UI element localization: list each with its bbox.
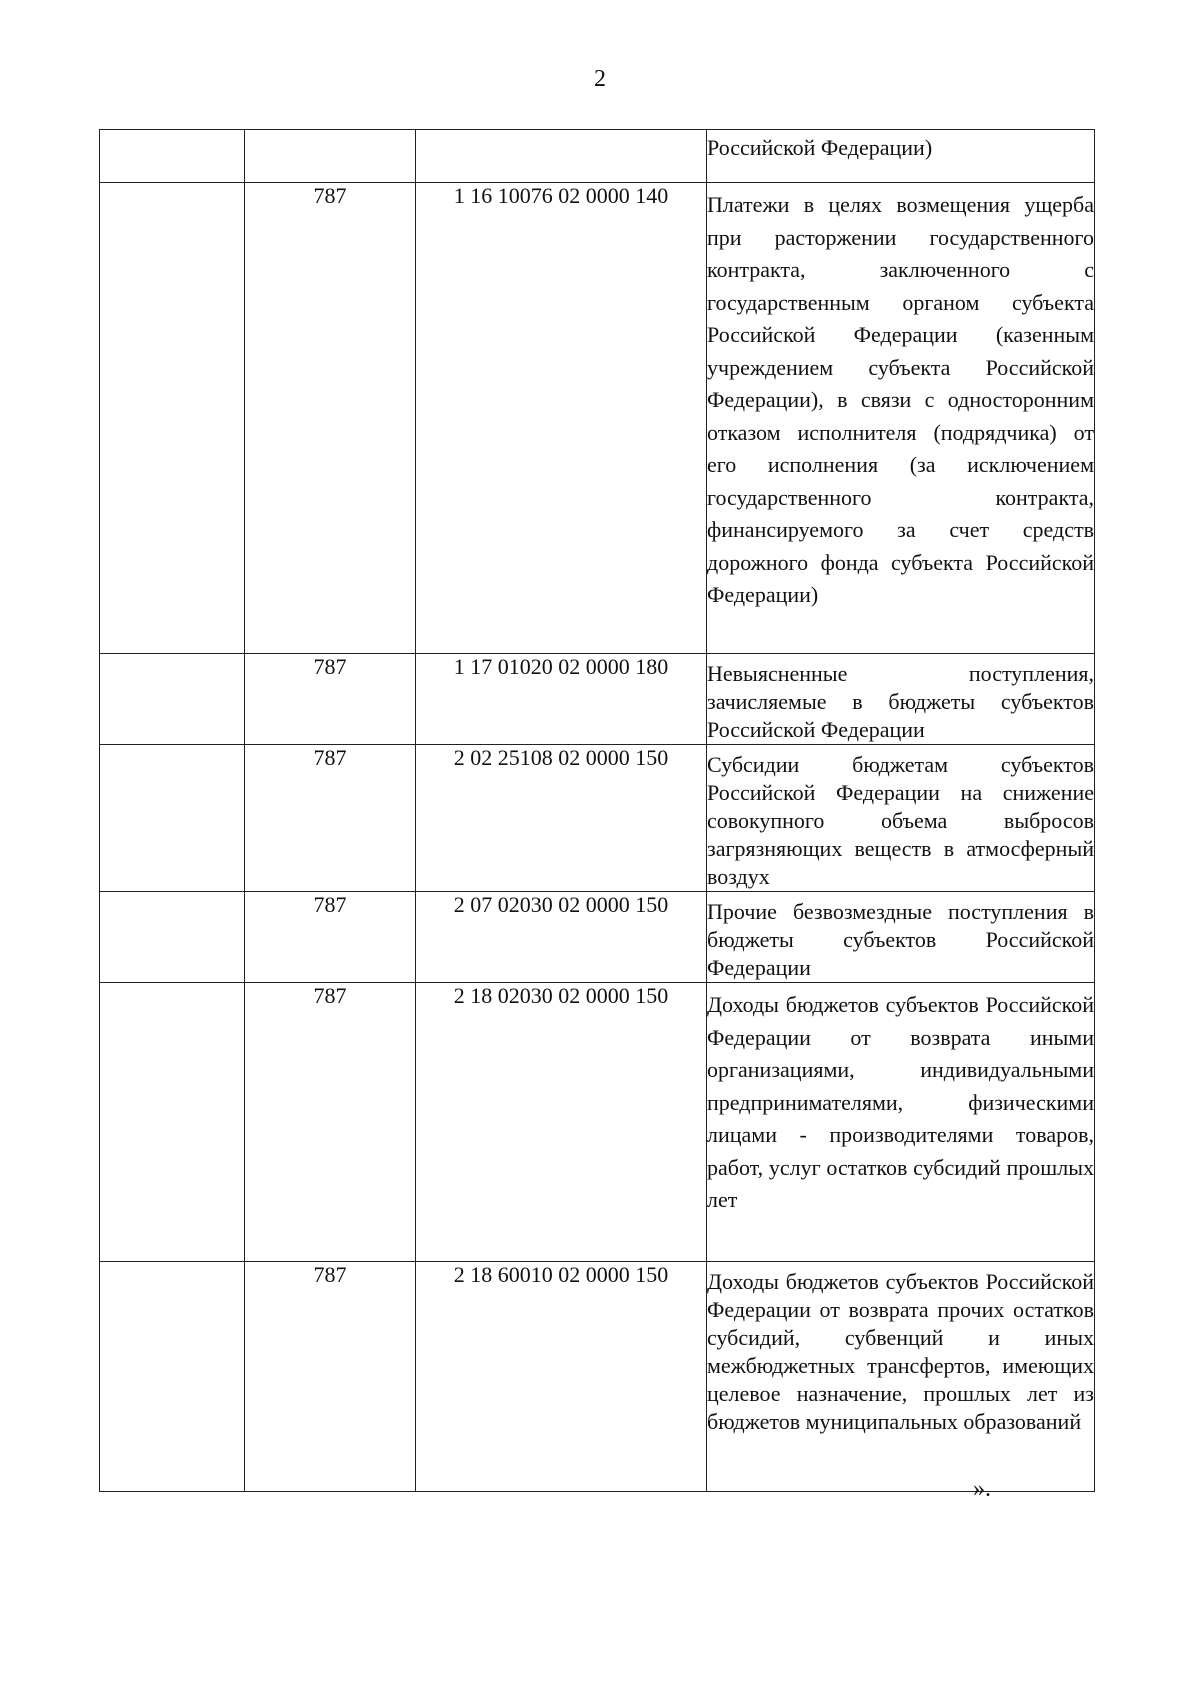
admin-code-cell: 787 [245, 745, 416, 892]
description-cell [707, 130, 1095, 183]
empty-cell [100, 1262, 245, 1492]
description-text: Платежи в целях возмещения ущерба при расторжении государственного контракта, заключенного с государственным органом субъекта Российской Федерации (казенным учреждением субъекта Российской Федерации), в связи с односторонним отказом исполнителя (подрядчика) от его исполнения (за исключением государственного контракта, финансируемого за счет средств дорожного фонда субъекта Российской Федерации) [707, 192, 1094, 607]
revenue-codes-table [99, 129, 1095, 1492]
description-cell [707, 1262, 1095, 1492]
description-cell [707, 983, 1095, 1262]
empty-cell [100, 130, 245, 183]
description-cell [707, 745, 1095, 892]
empty-cell [100, 983, 245, 1262]
revenue-code-cell: 2 07 02030 02 0000 150 [416, 892, 707, 983]
table-row [100, 745, 1095, 892]
admin-code-cell: 787 [245, 654, 416, 745]
table-row [100, 892, 1095, 983]
table-row [100, 654, 1095, 745]
admin-code-cell: 787 [245, 183, 416, 654]
description-text: Российской Федерации) [707, 135, 933, 160]
empty-cell [100, 892, 245, 983]
description-text: Невыясненные поступления, зачисляемые в бюджеты субъектов Российской Федерации [707, 661, 1094, 742]
description-text: Доходы бюджетов субъектов Российской Федерации от возврата иными организациями, индивидуальными предпринимателями, физическими лицами - производителями товаров, работ, услуг остатков субсидий прошлых лет [707, 992, 1094, 1212]
admin-code-cell: 787 [245, 1262, 416, 1492]
description-cell [707, 654, 1095, 745]
table-row [100, 983, 1095, 1262]
page-number: 2 [594, 66, 606, 92]
empty-cell [100, 654, 245, 745]
description-text: Субсидии бюджетам субъектов Российской Федерации на снижение совокупного объема выбросов загрязняющих веществ в атмосферный воздух [707, 752, 1094, 889]
description-cell [707, 183, 1095, 654]
table-row [100, 1262, 1095, 1492]
revenue-code-cell [416, 130, 707, 183]
admin-code-cell [245, 130, 416, 183]
table-row [100, 130, 1095, 183]
revenue-code-cell: 2 18 60010 02 0000 150 [416, 1262, 707, 1492]
admin-code-cell: 787 [245, 892, 416, 983]
description-text: Доходы бюджетов субъектов Российской Федерации от возврата прочих остатков субсидий, субвенций и иных межбюджетных трансфертов, имеющих целевое назначение, прошлых лет из бюджетов муниципальных образований [707, 1269, 1094, 1434]
closing-quote-mark: ». [973, 1476, 991, 1502]
description-text: Прочие безвозмездные поступления в бюджеты субъектов Российской Федерации [707, 899, 1094, 980]
admin-code-cell: 787 [245, 983, 416, 1262]
revenue-code-cell: 2 18 02030 02 0000 150 [416, 983, 707, 1262]
revenue-code-cell: 1 16 10076 02 0000 140 [416, 183, 707, 654]
empty-cell [100, 745, 245, 892]
revenue-code-cell: 2 02 25108 02 0000 150 [416, 745, 707, 892]
revenue-code-cell: 1 17 01020 02 0000 180 [416, 654, 707, 745]
empty-cell [100, 183, 245, 654]
description-cell [707, 892, 1095, 983]
table-row [100, 183, 1095, 654]
